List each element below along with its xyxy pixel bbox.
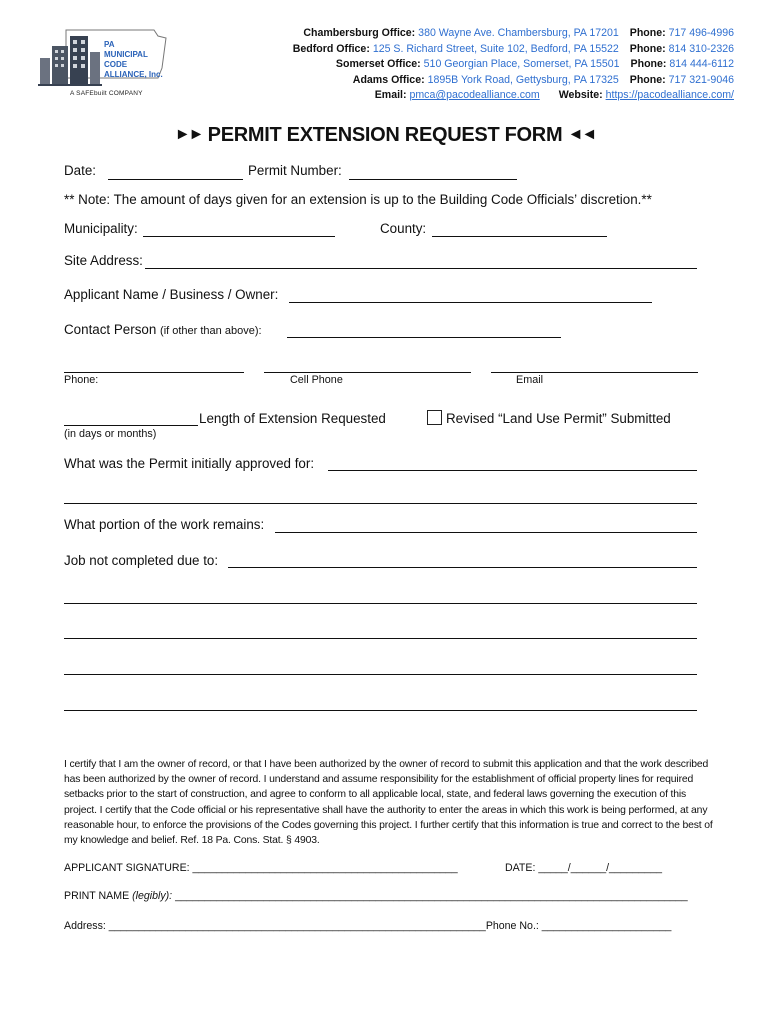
website-link[interactable]: https://pacodealliance.com/	[605, 89, 734, 102]
email-field[interactable]	[491, 372, 698, 373]
job-not-completed-field[interactable]	[228, 567, 697, 568]
pmca-logo	[36, 24, 186, 104]
print-name-field[interactable]: PRINT NAME (legibly): _______________________________________________________________________________________	[64, 890, 688, 902]
cell-phone-label: Cell Phone	[290, 374, 343, 386]
initial-approval-label: What was the Permit initially approved for:	[64, 456, 315, 471]
email-link[interactable]: pmca@pacodealliance.com	[409, 89, 540, 102]
office-row: Adams Office: 1895B York Road, Gettysburg, PA 17325 Phone: 717 321-9046	[352, 73, 734, 86]
job-not-completed-field-3[interactable]	[64, 638, 697, 639]
work-remains-field[interactable]	[275, 532, 697, 533]
phone-field[interactable]	[64, 372, 244, 373]
length-field[interactable]	[64, 425, 198, 426]
site-address-field[interactable]	[145, 268, 697, 269]
county-label: County:	[380, 221, 427, 236]
revised-permit-label: Revised “Land Use Permit” Submitted	[446, 411, 671, 426]
office-contacts	[293, 26, 734, 104]
county-field[interactable]	[432, 236, 607, 237]
arrow-left-icon: ◄◄	[567, 126, 596, 143]
permit-number-label: Permit Number:	[248, 163, 342, 178]
applicant-label: Applicant Name / Business / Owner:	[64, 287, 279, 302]
job-not-completed-field-5[interactable]	[64, 710, 697, 711]
cell-phone-field[interactable]	[264, 372, 471, 373]
email-label: Email	[516, 374, 543, 386]
date-field[interactable]	[108, 179, 243, 180]
signature-date-field[interactable]: DATE: _____/______/_________	[505, 862, 663, 874]
contact-row: Email: pmca@pacodealliance.com Website: https://pacodealliance.com/	[374, 89, 734, 102]
applicant-field[interactable]	[289, 302, 652, 303]
initial-approval-field-2[interactable]	[64, 503, 697, 504]
contact-person-label: Contact Person (if other than above):	[64, 322, 262, 337]
work-remains-label: What portion of the work remains:	[64, 517, 265, 532]
certification-text: I certify that I am the owner of record, or that I have been authorized by the owner of record to submit this application and that the work described has been authorized by the owner of record. I understand and assume responsibility for the establishment of official property lines for required setbacks prior to the start of construction, and agree to conform to all applicable local, state, and federal laws governing the execution of this project. I certify that the Code official or his representative shall have the authority to enter the areas in which this work is being performed, at any reasonable hour, to enforce the provisions of the Codes governing this project. I further certify that this information is true and correct to the best of my knowledge and belief. Ref. 18 Pa. Cons. Stat. § 4903.	[64, 759, 713, 847]
length-hint: (in days or months)	[64, 428, 157, 440]
site-address-label: Site Address:	[64, 253, 143, 268]
permit-number-field[interactable]	[349, 179, 517, 180]
arrow-right-icon: ►►	[174, 126, 203, 143]
logo-text: PA MUNICIPAL CODE ALLIANCE, Inc.	[104, 40, 163, 79]
applicant-signature-field[interactable]: APPLICANT SIGNATURE: _____________________________________________	[64, 862, 458, 874]
job-not-completed-field-2[interactable]	[64, 603, 697, 604]
logo-tagline: A SAFEbuilt COMPANY	[70, 90, 143, 97]
length-label: Length of Extension Requested	[199, 411, 386, 426]
discretion-note: ** Note: The amount of days given for an extension is up to the Building Code Officials’ discretion.**	[64, 192, 652, 207]
revised-permit-checkbox[interactable]	[427, 410, 442, 425]
page-title: ►► PERMIT EXTENSION REQUEST FORM ◄◄	[174, 124, 596, 146]
office-row: Bedford Office: 125 S. Richard Street, Suite 102, Bedford, PA 15522 Phone: 814 310-2326	[292, 42, 734, 55]
date-label: Date:	[64, 163, 97, 178]
office-row: Somerset Office: 510 Georgian Place, Somerset, PA 15501 Phone: 814 444-6112	[335, 58, 734, 71]
phone-label: Phone:	[64, 374, 99, 386]
contact-person-field[interactable]	[287, 337, 561, 338]
municipality-label: Municipality:	[64, 221, 138, 236]
job-not-completed-label: Job not completed due to:	[64, 553, 219, 568]
address-phone-field[interactable]: Address: ________________________________________________________________Phone No.: ______________________	[64, 920, 672, 932]
municipality-field[interactable]	[143, 236, 335, 237]
initial-approval-field[interactable]	[328, 470, 697, 471]
office-row: Chambersburg Office: 380 Wayne Ave. Chambersburg, PA 17201 Phone: 717 496-4996	[303, 27, 734, 39]
job-not-completed-field-4[interactable]	[64, 674, 697, 675]
